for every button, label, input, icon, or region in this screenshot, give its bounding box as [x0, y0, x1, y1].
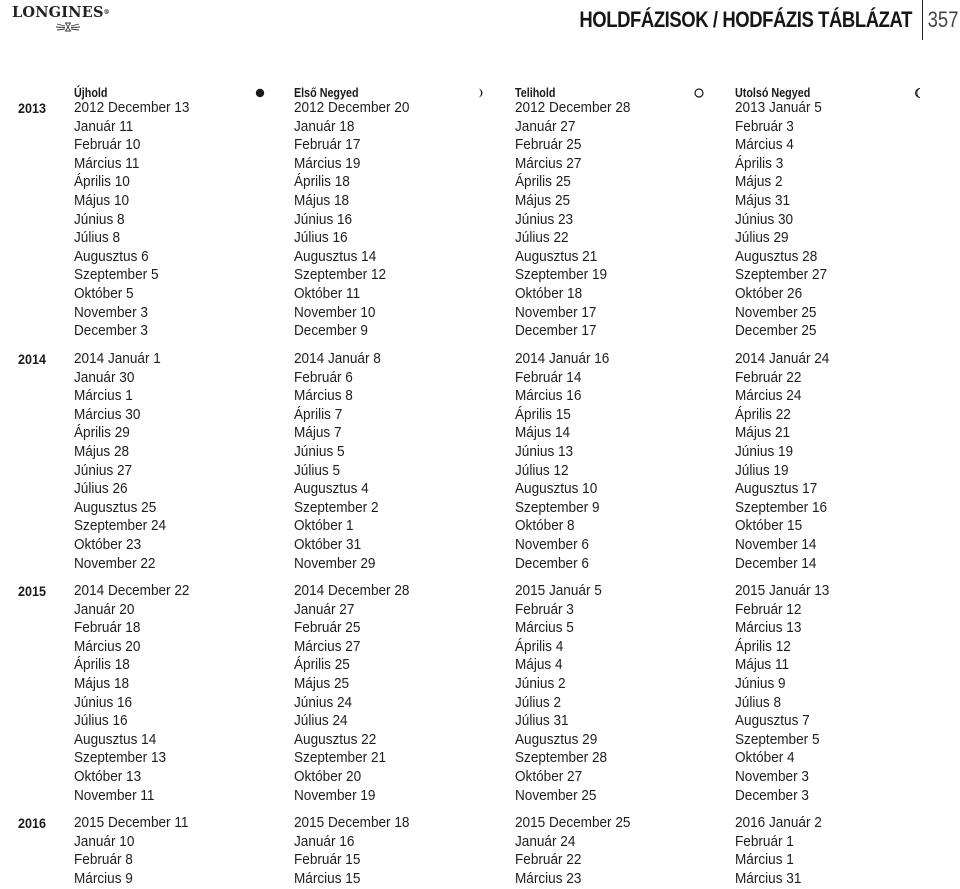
date-cell: Május 18 — [74, 675, 130, 692]
date-cell: Október 1 — [294, 518, 354, 535]
date-cell: Március 8 — [294, 388, 353, 405]
year-label: 2014 — [18, 351, 47, 367]
date-cell: Július 31 — [515, 713, 569, 730]
date-cell: Május 31 — [735, 192, 791, 209]
date-cell: Február 17 — [294, 137, 361, 154]
date-cell: 2014 Január 1 — [74, 351, 161, 367]
date-cell: Május 10 — [74, 192, 130, 209]
date-cell: Január 11 — [74, 118, 134, 135]
date-cell: Május 28 — [74, 443, 130, 460]
date-cell: Február 1 — [735, 833, 794, 850]
date-cell: Szeptember 2 — [294, 499, 379, 516]
new-moon-dates — [74, 350, 173, 573]
new-moon-icon — [254, 87, 266, 99]
date-cell: Február 18 — [74, 620, 141, 637]
column-header-last-quarter: Utolsó Negyed — [735, 86, 811, 100]
date-cell: Január 27 — [294, 601, 355, 618]
new-moon-dates — [74, 99, 198, 341]
date-cell: Március 20 — [74, 638, 141, 655]
date-cell: Március 24 — [735, 388, 802, 405]
date-cell: Június 8 — [74, 211, 125, 228]
date-cell: Február 14 — [515, 369, 582, 386]
date-cell: Január 27 — [515, 118, 576, 135]
date-cell: Június 13 — [515, 443, 574, 460]
new-moon-dates — [74, 582, 198, 805]
brand-logo — [12, 4, 117, 34]
date-cell: Március 19 — [294, 155, 361, 172]
date-cell: Szeptember 19 — [515, 267, 608, 284]
date-cell: Október 5 — [74, 285, 134, 302]
column-header-new-moon: Újhold — [74, 86, 108, 100]
date-cell: Március 1 — [74, 388, 133, 405]
date-cell: Július 19 — [735, 462, 789, 479]
date-cell: Július 8 — [735, 694, 782, 711]
date-cell: Február 3 — [515, 601, 574, 618]
date-cell: Szeptember 24 — [74, 518, 167, 535]
last-quarter-dates — [735, 350, 836, 573]
date-cell: 2015 December 25 — [515, 815, 631, 831]
date-cell: Június 2 — [515, 675, 566, 692]
date-cell: Március 15 — [294, 870, 361, 887]
full-moon-dates — [515, 99, 639, 341]
date-cell: Június 30 — [735, 211, 794, 228]
date-cell: November 25 — [735, 304, 817, 321]
first-quarter-dates — [294, 99, 418, 341]
winged-hourglass-icon — [55, 21, 81, 33]
date-cell: Április 10 — [74, 174, 130, 191]
date-cell: Július 26 — [74, 481, 128, 498]
date-cell: Június 5 — [294, 443, 345, 460]
date-cell: Október 4 — [735, 750, 795, 767]
date-cell: Június 23 — [515, 211, 574, 228]
first-quarter-dates — [294, 814, 418, 888]
full-moon-dates — [515, 814, 639, 888]
date-cell: Február 25 — [515, 137, 582, 154]
date-cell: Március 9 — [74, 870, 133, 887]
date-cell: November 19 — [294, 787, 376, 804]
date-cell: 2014 Január 24 — [735, 351, 830, 367]
date-cell: Szeptember 13 — [74, 750, 167, 767]
date-cell: Június 9 — [735, 675, 786, 692]
date-cell: Június 16 — [74, 694, 133, 711]
date-cell: Február 15 — [294, 852, 361, 869]
date-cell: Július 5 — [294, 462, 341, 479]
date-cell: Március 16 — [515, 388, 582, 405]
date-cell: Február 25 — [294, 620, 361, 637]
date-cell: Május 11 — [735, 657, 790, 674]
date-cell: Július 24 — [294, 713, 348, 730]
year-label: 2016 — [18, 815, 47, 831]
date-cell: Október 15 — [735, 518, 803, 535]
date-cell: Január 16 — [294, 833, 355, 850]
date-cell: Augusztus 6 — [74, 248, 149, 265]
date-cell: Október 27 — [515, 768, 583, 785]
date-cell: Március 1 — [735, 852, 794, 869]
date-cell: Április 25 — [515, 174, 571, 191]
date-cell: Július 12 — [515, 462, 569, 479]
new-moon-dates — [74, 814, 197, 888]
full-moon-icon — [693, 87, 705, 99]
date-cell: Április 29 — [74, 425, 130, 442]
date-cell: Március 5 — [515, 620, 574, 637]
date-cell: 2015 December 11 — [74, 815, 189, 831]
first-quarter-dates — [294, 582, 418, 805]
date-cell: November 3 — [74, 304, 148, 321]
date-cell: December 14 — [735, 555, 817, 572]
date-cell: November 14 — [735, 536, 817, 553]
date-cell: Április 12 — [735, 638, 791, 655]
year-label: 2015 — [18, 583, 47, 599]
date-cell: November 6 — [515, 536, 589, 553]
date-cell: Március 11 — [74, 155, 140, 172]
date-cell: Október 8 — [515, 518, 575, 535]
page-header — [0, 0, 960, 44]
date-cell: November 29 — [294, 555, 376, 572]
date-cell: Június 24 — [294, 694, 353, 711]
brand-wordmark: LONGINES® — [12, 4, 110, 21]
date-cell: Május 4 — [515, 657, 563, 674]
date-cell: Augusztus 28 — [735, 248, 818, 265]
date-cell: December 17 — [515, 323, 597, 340]
date-cell: Február 3 — [735, 118, 794, 135]
date-cell: Május 25 — [515, 192, 571, 209]
date-cell: Augusztus 4 — [294, 481, 369, 498]
date-cell: Május 14 — [515, 425, 571, 442]
column-header-first-quarter: Első Negyed — [294, 86, 359, 100]
date-cell: Április 7 — [294, 406, 343, 423]
date-cell: Június 19 — [735, 443, 794, 460]
full-moon-dates — [515, 582, 614, 805]
date-cell: 2014 Január 16 — [515, 351, 610, 367]
date-cell: Április 18 — [294, 174, 350, 191]
date-cell: Július 8 — [74, 230, 121, 247]
date-cell: Augusztus 21 — [515, 248, 598, 265]
date-cell: 2012 December 28 — [515, 100, 631, 116]
last-quarter-dates — [735, 582, 836, 805]
first-quarter-dates — [294, 350, 387, 573]
date-cell: Július 22 — [515, 230, 569, 247]
date-cell: Október 18 — [515, 285, 583, 302]
last-quarter-dates — [735, 814, 828, 888]
date-cell: Január 10 — [74, 833, 135, 850]
date-cell: Szeptember 9 — [515, 499, 600, 516]
date-cell: Szeptember 27 — [735, 267, 828, 284]
year-label: 2013 — [18, 100, 47, 116]
date-cell: Március 23 — [515, 870, 582, 887]
date-cell: Április 4 — [515, 638, 564, 655]
date-cell: Szeptember 16 — [735, 499, 828, 516]
page-title: HOLDFÁZISOK / HODFÁZIS TÁBLÁZAT — [579, 7, 912, 32]
date-cell: Július 16 — [294, 230, 348, 247]
date-cell: November 10 — [294, 304, 376, 321]
last-quarter-dates — [735, 99, 834, 341]
header-divider — [922, 0, 923, 40]
date-cell: Május 7 — [294, 425, 342, 442]
date-cell: Január 24 — [515, 833, 576, 850]
date-cell: Szeptember 28 — [515, 750, 608, 767]
date-cell: 2013 Január 5 — [735, 100, 822, 116]
date-cell: 2012 December 13 — [74, 100, 190, 116]
date-cell: Augusztus 7 — [735, 713, 810, 730]
date-cell: December 3 — [74, 323, 148, 340]
date-cell: Augusztus 10 — [515, 481, 598, 498]
date-cell: 2012 December 20 — [294, 100, 410, 116]
date-cell: Szeptember 21 — [294, 750, 387, 767]
date-cell: Október 11 — [294, 285, 361, 302]
date-cell: November 17 — [515, 304, 597, 321]
last-quarter-icon — [913, 87, 925, 99]
date-cell: Március 30 — [74, 406, 141, 423]
date-cell: Október 13 — [74, 768, 142, 785]
date-cell: Augusztus 22 — [294, 731, 377, 748]
date-cell: Augusztus 29 — [515, 731, 598, 748]
date-cell: Szeptember 12 — [294, 267, 387, 284]
date-cell: 2014 December 28 — [294, 583, 410, 599]
date-cell: Augusztus 14 — [74, 731, 157, 748]
date-cell: Május 2 — [735, 174, 783, 191]
date-cell: Október 31 — [294, 536, 362, 553]
date-cell: Május 21 — [735, 425, 791, 442]
date-cell: November 22 — [74, 555, 156, 572]
date-cell: November 3 — [735, 768, 809, 785]
date-cell: 2014 Január 8 — [294, 351, 381, 367]
date-cell: Április 3 — [735, 155, 784, 172]
date-cell: December 9 — [294, 323, 368, 340]
date-cell: December 3 — [735, 787, 809, 804]
date-cell: Február 22 — [515, 852, 582, 869]
date-cell: Január 20 — [74, 601, 135, 618]
date-cell: Március 27 — [515, 155, 582, 172]
date-cell: November 11 — [74, 787, 155, 804]
date-cell: Október 23 — [74, 536, 142, 553]
page-number: 357 — [927, 7, 959, 32]
date-cell: Február 6 — [294, 369, 353, 386]
full-moon-dates — [515, 350, 616, 573]
column-header-full-moon: Telihold — [515, 86, 556, 100]
date-cell: Július 29 — [735, 230, 789, 247]
date-cell: Augusztus 17 — [735, 481, 818, 498]
date-cell: Március 27 — [294, 638, 361, 655]
date-cell: Január 18 — [294, 118, 355, 135]
date-cell: Szeptember 5 — [74, 267, 159, 284]
date-cell: December 25 — [735, 323, 817, 340]
date-cell: Június 16 — [294, 211, 353, 228]
date-cell: 2015 Január 13 — [735, 583, 830, 599]
date-cell: Július 2 — [515, 694, 562, 711]
date-cell: Április 25 — [294, 657, 350, 674]
date-cell: Június 27 — [74, 462, 133, 479]
date-cell: December 6 — [515, 555, 589, 572]
date-cell: Július 16 — [74, 713, 128, 730]
date-cell: Február 12 — [735, 601, 802, 618]
date-cell: 2014 December 22 — [74, 583, 190, 599]
date-cell: Január 30 — [74, 369, 135, 386]
first-quarter-icon — [473, 87, 485, 99]
date-cell: 2015 Január 5 — [515, 583, 602, 599]
date-cell: Április 15 — [515, 406, 571, 423]
date-cell: Március 4 — [735, 137, 794, 154]
date-cell: Február 10 — [74, 137, 141, 154]
date-cell: Április 18 — [74, 657, 130, 674]
date-cell: Március 31 — [735, 870, 802, 887]
date-cell: Szeptember 5 — [735, 731, 820, 748]
date-cell: Április 22 — [735, 406, 791, 423]
date-cell: Május 18 — [294, 192, 350, 209]
date-cell: Augusztus 25 — [74, 499, 157, 516]
date-cell: Október 20 — [294, 768, 362, 785]
date-cell: Február 22 — [735, 369, 802, 386]
date-cell: Március 13 — [735, 620, 802, 637]
date-cell: 2015 December 18 — [294, 815, 410, 831]
date-cell: Október 26 — [735, 285, 803, 302]
date-cell: Augusztus 14 — [294, 248, 377, 265]
date-cell: November 25 — [515, 787, 597, 804]
date-cell: Február 8 — [74, 852, 133, 869]
date-cell: 2016 Január 2 — [735, 815, 822, 831]
date-cell: Május 25 — [294, 675, 350, 692]
